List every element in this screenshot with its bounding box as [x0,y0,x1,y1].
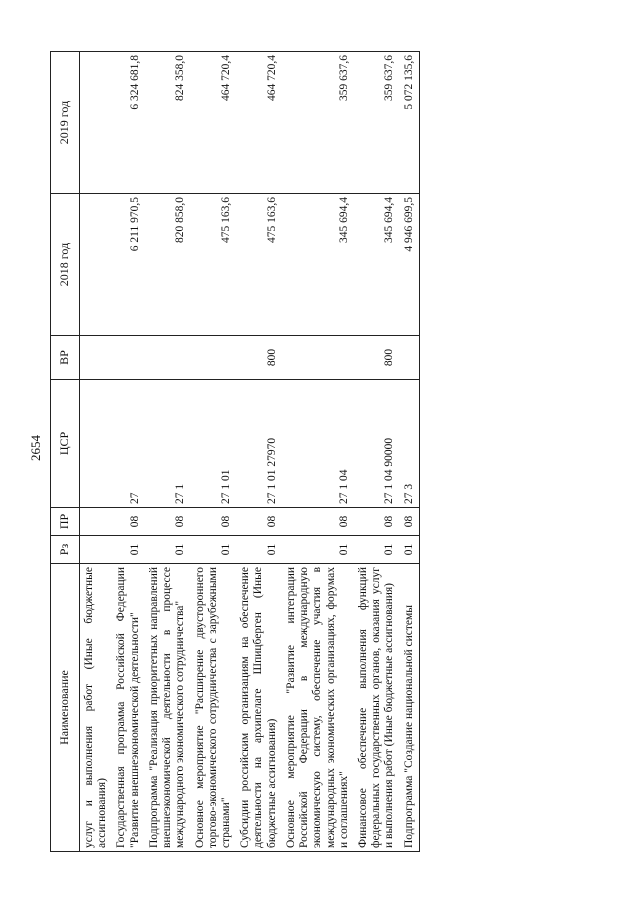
row-amount-2019: 464 720,4 [236,52,282,194]
row-csr: 27 1 [145,380,191,508]
row-rz: 01 [236,536,282,564]
row-pr: 08 [400,508,420,536]
table-row [112,52,144,852]
row-rz: 01 [400,536,420,564]
row-vr [112,336,144,380]
row-rz: 01 [112,536,144,564]
row-amount-2018: 345 694,4 [354,194,400,336]
row-pr: 08 [354,508,400,536]
column-header-pr: ПР [51,508,80,536]
table-row [400,52,420,852]
column-header-2019: 2019 год [51,52,80,194]
table-header [51,52,80,852]
row-csr: 27 1 04 90000 [354,380,400,508]
row-amount-2018: 4 946 699,5 [400,194,420,336]
table-row [145,52,191,852]
table-row [354,52,400,852]
row-amount-2019: 5 072 135,6 [400,52,420,194]
row-amount-2018: 345 694,4 [282,194,354,336]
row-vr: 800 [236,336,282,380]
row-amount-2018: 475 163,6 [236,194,282,336]
row-name: Основное мероприятие "Развитие интеграции Российской Федерации в международную экономическую систему, обеспечение участия в международных экономических организациях, форумах и соглашениях" [282,564,354,852]
row-vr [145,336,191,380]
table-body [80,52,420,852]
row-name: услуг и выполнения работ (Иные бюджетные ассигнования) [80,564,113,852]
row-rz: 01 [354,536,400,564]
row-csr: 27 3 [400,380,420,508]
row-amount-2018: 6 211 970,5 [112,194,144,336]
row-name: Подпрограмма "Реализация приоритетных направлений внешнеэкономической деятельности в процессе международного экономического сотрудничества" [145,564,191,852]
table-row [236,52,282,852]
row-amount-2019: 824 358,0 [145,52,191,194]
row-vr [191,336,237,380]
table-row [80,52,113,852]
table-row [282,52,354,852]
column-header-vr: ВР [51,336,80,380]
row-amount-2019: 6 324 681,8 [112,52,144,194]
row-name: Подпрограмма "Создание национальной системы [400,564,420,852]
row-amount-2019: 464 720,4 [191,52,237,194]
column-header-2018: 2018 год [51,194,80,336]
row-rz: 01 [145,536,191,564]
row-csr: 27 1 01 [191,380,237,508]
row-csr: 27 [112,380,144,508]
row-amount-2018 [80,194,113,336]
row-vr [400,336,420,380]
table-row [191,52,237,852]
row-amount-2019: 359 637,6 [282,52,354,194]
row-csr: 27 1 04 [282,380,354,508]
row-pr: 08 [191,508,237,536]
row-pr: 08 [282,508,354,536]
page-number: 2654 [28,435,43,461]
budget-table [50,51,420,852]
row-vr [80,336,113,380]
row-amount-2018: 475 163,6 [191,194,237,336]
row-name: Государственная программа Российской Федерации "Развитие внешнеэкономической деятельности" [112,564,144,852]
row-csr [80,380,113,508]
row-pr: 08 [112,508,144,536]
row-pr: 08 [236,508,282,536]
row-rz: 01 [282,536,354,564]
row-name: Субсидии российским организациям на обеспечение деятельности на архипелаге Шпицберген (Иные бюджетные ассигнования) [236,564,282,852]
row-name: Финансовое обеспечение выполнения функций федеральных государственных органов, оказания услуг и выполнения работ (Иные бюджетные ассигнования) [354,564,400,852]
row-amount-2019 [80,52,113,194]
row-amount-2019: 359 637,6 [354,52,400,194]
row-csr: 27 1 01 27970 [236,380,282,508]
column-header-rz: Рз [51,536,80,564]
column-header-name: Наименование [51,564,80,852]
row-pr: 08 [145,508,191,536]
row-vr: 800 [354,336,400,380]
rotated-page [50,52,590,852]
row-name: Основное мероприятие "Расширение двустороннего торгово-экономического сотрудничества с зарубежными странами" [191,564,237,852]
row-pr [80,508,113,536]
row-rz [80,536,113,564]
row-rz: 01 [191,536,237,564]
column-header-csr: ЦСР [51,380,80,508]
row-vr [282,336,354,380]
row-amount-2018: 820 858,0 [145,194,191,336]
